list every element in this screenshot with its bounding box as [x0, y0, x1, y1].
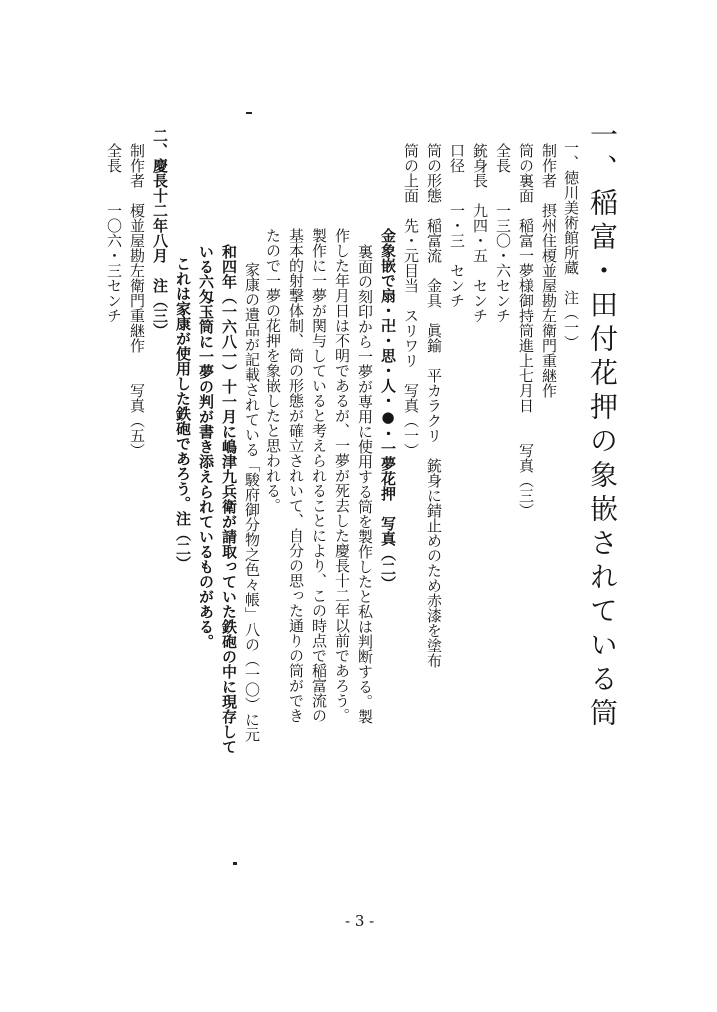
- item1-heading: 一、徳川美術館所蔵 注（一）: [562, 140, 580, 350]
- item1-barrel-form: 筒の形態 稲富流 金具 眞鍮 平カラクリ 銃身に錆止めのため赤漆を塗布: [425, 143, 443, 668]
- paragraph-1-line-1: 裏面の刻印から一夢が専用に使用する筒を製作したと私は判断する。製: [356, 244, 374, 724]
- item1-barrel-top: 筒の上面 先・元目当 スリワリ 写真（一）: [402, 143, 420, 458]
- item1-total-length: 全長 一三〇・六センチ: [494, 143, 512, 323]
- paragraph-2-line-3: いる六匁玉筒に一夢の判が書き添えられているものがある。: [197, 244, 215, 649]
- paragraph-2-line-2: 和四年（一六八一）十一月に嶋津九兵衛が請取っていた鉄砲の中に現存して: [220, 244, 238, 754]
- item1-barrel-top-inlay: 金象嵌で扇・卍・思・人・●・一夢花押 写真（二）: [379, 228, 397, 591]
- paragraph-1-line-2: 作した年月日は不明であるが、一夢が死去した慶長十二年以前であろう。: [333, 228, 351, 723]
- page-number: - 3 -: [345, 912, 375, 930]
- item2-total-length: 全長 一〇六・三センチ: [105, 143, 123, 323]
- paragraph-1-line-3: 製作に一夢が関与していると考えられることにより、この時点で稲富流の: [310, 228, 328, 723]
- paragraph-2-line-1: 家康の遺品が記載されている「駿府御分物之色々帳」八の（一〇）に元: [243, 262, 261, 742]
- item1-bore: 口径 一・三 センチ: [448, 143, 466, 308]
- item1-maker: 制作者 摂州住榎並屋勘左衛門重継作: [540, 143, 558, 398]
- paragraph-1-line-5: たので一夢の花押を象嵌したと思われる。: [264, 228, 282, 513]
- item2-heading: 二、慶長十二年八月 注（三）: [151, 128, 169, 338]
- item1-barrel-length: 銃身長 九四・五 センチ: [471, 143, 489, 323]
- paragraph-1-line-4: 基本的射撃体制、筒の形態が確立されいて、自分の思った通りの筒ができ: [287, 228, 305, 723]
- paragraph-2-line-4: これは家康が使用した鉄砲であろう。注（二）: [174, 256, 192, 571]
- scan-mark: [233, 862, 237, 865]
- scan-mark: [246, 112, 252, 114]
- item1-barrel-underside: 筒の裏面 稲富一夢様御持筒進上七月日 写真（三）: [517, 143, 535, 518]
- item2-maker: 制作者 榎並屋勘左衛門重継作 写真（五）: [128, 143, 146, 458]
- page-title: 一、稲富・田付花押の象嵌されている筒: [586, 120, 619, 732]
